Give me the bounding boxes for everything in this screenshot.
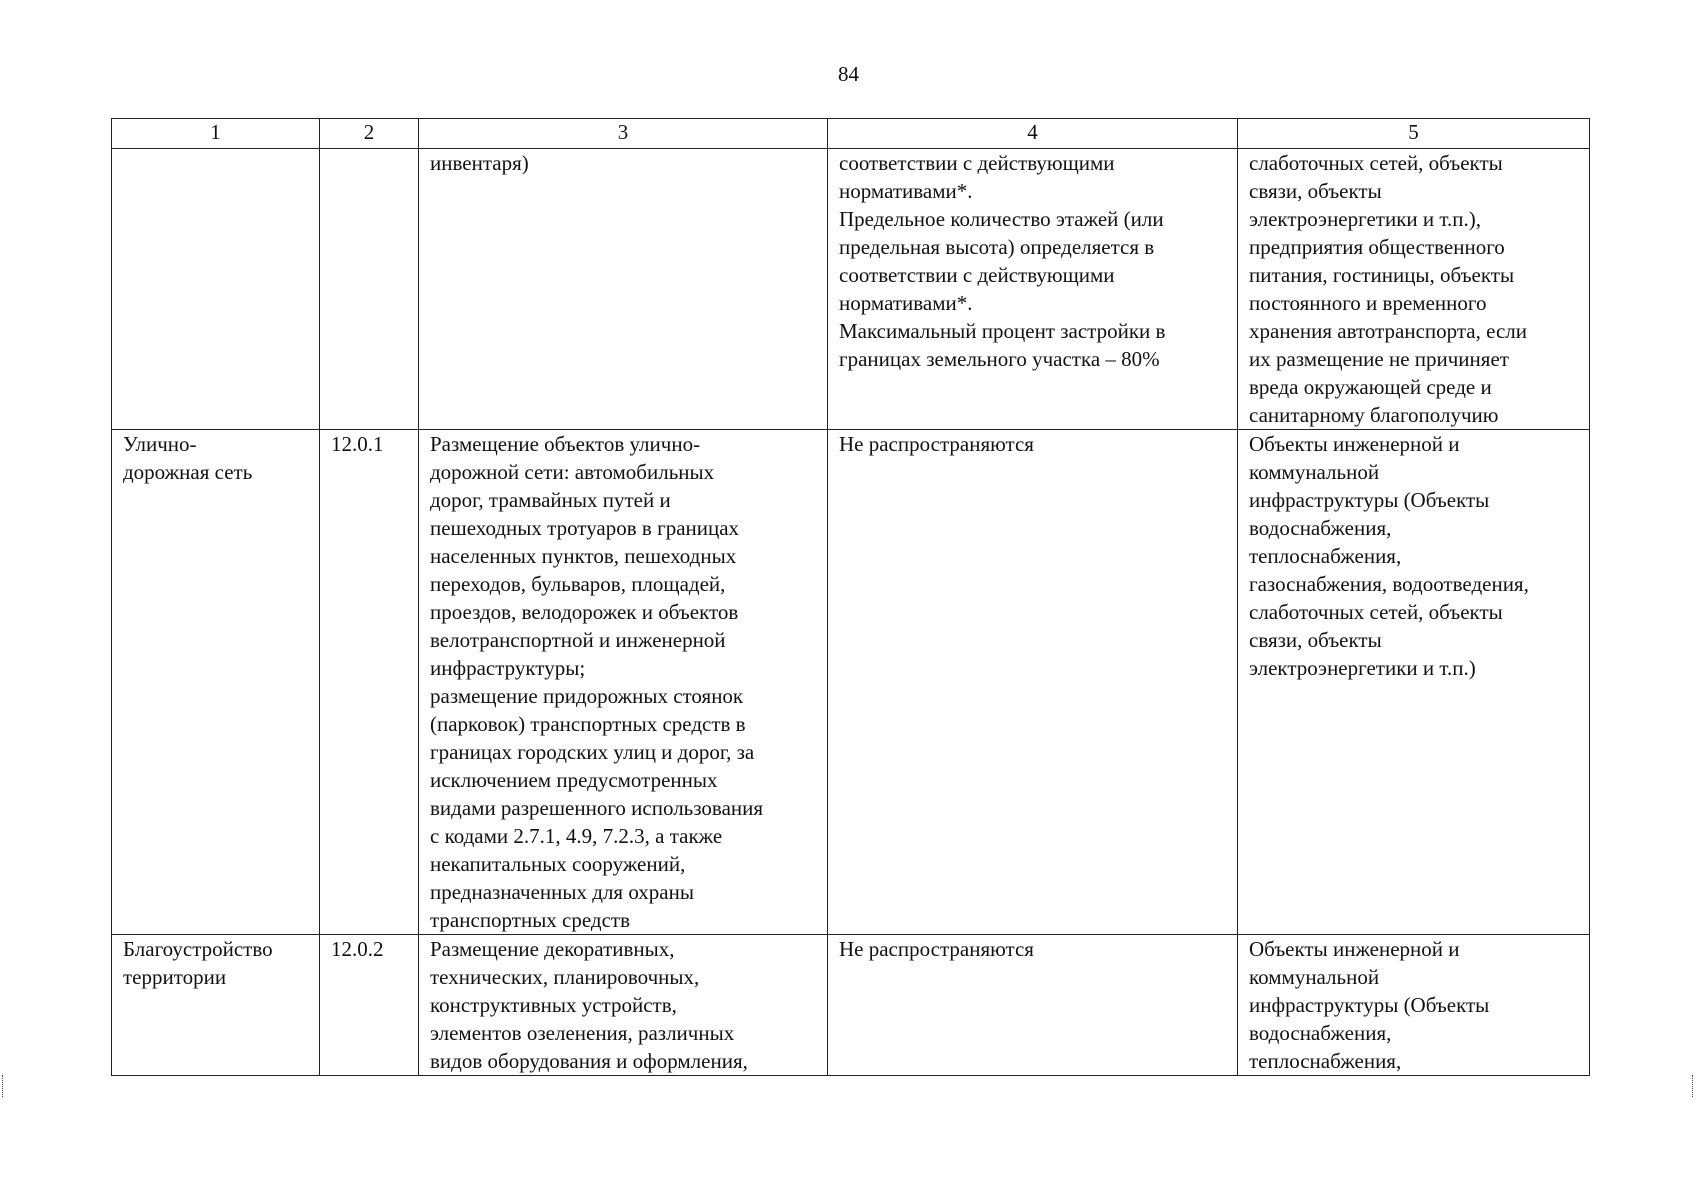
cell-text-line: границах земельного участка – 80% [839, 347, 1160, 371]
cell-text-line: (парковок) транспортных средств в [430, 712, 746, 736]
cell-purpose [112, 149, 320, 430]
page-number: 84 [838, 62, 859, 86]
cell-text-line: их размещение не причиняет [1249, 347, 1509, 371]
cell-text-line: коммунальной [1249, 460, 1380, 484]
cell-description [419, 935, 828, 1076]
cell-text-line: коммунальной [1249, 965, 1380, 989]
cell-text-line: теплоснабжения, [1249, 544, 1402, 568]
cell-description [419, 149, 828, 430]
cell-parameters [828, 149, 1238, 430]
cell-text-line: водоснабжения, [1249, 516, 1392, 540]
cell-code [320, 149, 419, 430]
cell-text-line: Объекты инженерной и [1249, 432, 1460, 456]
cell-text-line: населенных пунктов, пешеходных [430, 544, 737, 568]
cell-text-line: связи, объекты [1249, 628, 1382, 652]
column-header: 3 [419, 119, 828, 149]
cell-code [320, 430, 419, 935]
cell-text-line: Улично- [123, 432, 197, 456]
cell-text-line: нормативами*. [839, 179, 973, 203]
cell-text-line: Не распространяются [839, 937, 1034, 961]
cell-text-line: инфраструктуры; [430, 656, 586, 680]
column-header: 1 [112, 119, 320, 149]
cell-text-line: Не распространяются [839, 432, 1034, 456]
cell-text-line: вреда окружающей среде и [1249, 375, 1492, 399]
cell-text-line: теплоснабжения, [1249, 1049, 1402, 1073]
cell-text-line: видами разрешенного использования [430, 796, 764, 820]
cell-text-line: дорожная сеть [123, 460, 253, 484]
cell-text-line: Предельное количество этажей (или [839, 207, 1164, 231]
cell-text-line: велотранспортной и инженерной [430, 628, 726, 652]
cell-text-line: инфраструктуры (Объекты [1249, 488, 1490, 512]
cell-text-line: дорожной сети: автомобильных [430, 460, 715, 484]
cell-text-line: предназначенных для охраны [430, 880, 694, 904]
column-header: 5 [1238, 119, 1590, 149]
land-use-table [111, 118, 1590, 1076]
cell-text-line: слаботочных сетей, объекты [1249, 600, 1503, 624]
cell-text-line: инфраструктуры (Объекты [1249, 993, 1490, 1017]
cell-text-line: некапитальных сооружений, [430, 852, 686, 876]
cell-text-line: соответствии с действующими [839, 151, 1115, 175]
cell-text-line: электроэнергетики и т.п.), [1249, 207, 1481, 231]
cell-text-line: 12.0.1 [331, 432, 384, 456]
cell-text-line: предельная высота) определяется в [839, 235, 1155, 259]
cell-text-line: 12.0.2 [331, 937, 384, 961]
cell-text-line: электроэнергетики и т.п.) [1249, 656, 1476, 680]
cell-text-line: территории [123, 965, 227, 989]
cell-text-line: предприятия общественного [1249, 235, 1505, 259]
cell-text-line: санитарному благополучию [1249, 403, 1499, 427]
cell-auxiliary [1238, 430, 1590, 935]
cell-text-line: границах городских улиц и дорог, за [430, 740, 755, 764]
cell-text-line: Благоустройство [123, 937, 273, 961]
cell-text-line: исключением предусмотренных [430, 768, 718, 792]
cell-code [320, 935, 419, 1076]
cell-text-line: Объекты инженерной и [1249, 937, 1460, 961]
cell-text-line: Размещение объектов улично- [430, 432, 701, 456]
margin-mark-right [1692, 1075, 1697, 1097]
cell-text-line: водоснабжения, [1249, 1021, 1392, 1045]
cell-text-line: связи, объекты [1249, 179, 1382, 203]
cell-auxiliary [1238, 935, 1590, 1076]
cell-text-line: питания, гостиницы, объекты [1249, 263, 1515, 287]
margin-mark-left [2, 1075, 7, 1097]
cell-text-line: дорог, трамвайных путей и [430, 488, 671, 512]
cell-description [419, 430, 828, 935]
cell-text-line: с кодами 2.7.1, 4.9, 7.2.3, а также [430, 824, 723, 848]
cell-purpose [112, 430, 320, 935]
cell-parameters [828, 430, 1238, 935]
cell-text-line: технических, планировочных, [430, 965, 700, 989]
table-header-row [112, 119, 1590, 149]
cell-text-line: видов оборудования и оформления, [430, 1049, 748, 1073]
cell-text-line: Максимальный процент застройки в [839, 319, 1166, 343]
cell-auxiliary [1238, 149, 1590, 430]
cell-text-line: соответствии с действующими [839, 263, 1115, 287]
cell-parameters [828, 935, 1238, 1076]
cell-text-line: размещение придорожных стоянок [430, 684, 744, 708]
cell-text-line: проездов, велодорожек и объектов [430, 600, 739, 624]
cell-text-line: конструктивных устройств, [430, 993, 677, 1017]
cell-text-line: хранения автотранспорта, если [1249, 319, 1528, 343]
table-row [112, 430, 1590, 935]
cell-text-line: переходов, бульваров, площадей, [430, 572, 726, 596]
table-row [112, 149, 1590, 430]
table-row [112, 935, 1590, 1076]
column-header: 2 [320, 119, 419, 149]
cell-text-line: газоснабжения, водоотведения, [1249, 572, 1529, 596]
cell-text-line: Размещение декоративных, [430, 937, 675, 961]
cell-text-line: пешеходных тротуаров в границах [430, 516, 740, 540]
cell-text-line: нормативами*. [839, 291, 973, 315]
cell-text-line: транспортных средств [430, 908, 631, 932]
column-header: 4 [828, 119, 1238, 149]
cell-text-line: слаботочных сетей, объекты [1249, 151, 1503, 175]
cell-purpose [112, 935, 320, 1076]
cell-text-line: инвентаря) [430, 151, 529, 175]
cell-text-line: постоянного и временного [1249, 291, 1487, 315]
cell-text-line: элементов озеленения, различных [430, 1021, 735, 1045]
